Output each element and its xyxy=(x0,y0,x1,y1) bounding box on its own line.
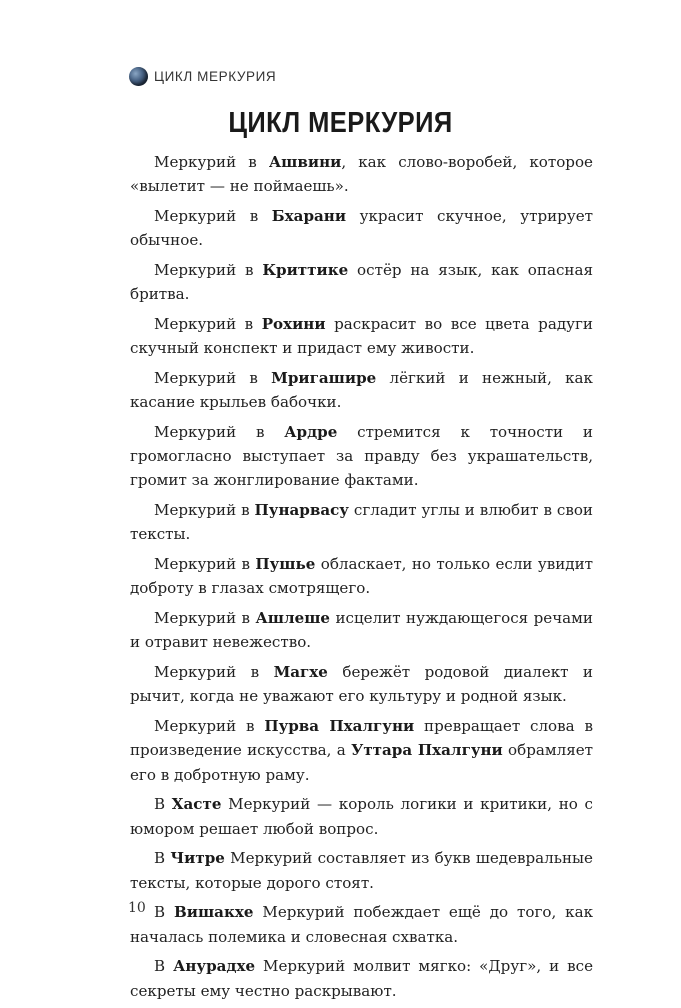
nakshatra-name: Ашлеше xyxy=(255,609,331,628)
chapter-title: ЦИКЛ МЕРКУРИЯ xyxy=(228,107,453,139)
page-number: 10 xyxy=(128,900,146,916)
paragraph: Меркурий в Ардре стремится к точности и громогласно выступает за правду без украшательств, громит за жонглирование фактами. xyxy=(130,423,593,490)
paragraph: В Вишакхе Меркурий побеждает ещё до того, как началась полемика и словесная схватка. xyxy=(130,903,594,946)
text-body xyxy=(130,150,593,1008)
paragraph: Меркурий в Ашвини, как слово-воробей, которое «вылетит — не поймаешь». xyxy=(130,153,593,196)
nakshatra-name: Ашвини xyxy=(268,153,342,171)
running-header-text: ЦИКЛ МЕРКУРИЯ xyxy=(154,69,277,84)
running-header xyxy=(129,67,276,86)
nakshatra-name: Бхарани xyxy=(271,207,347,225)
nakshatra-name: Рохини xyxy=(261,315,326,333)
nakshatra-name: Пунарвасу xyxy=(254,501,349,520)
paragraph: Меркурий в Пушье обласкает, но только если увидит доброту в глазах смотрящего. xyxy=(130,555,593,598)
paragraph: Меркурий в Магхе бережёт родовой диалект и рычит, когда не уважают его культуру и родной язык. xyxy=(130,663,593,706)
nakshatra-name: Анурадхе xyxy=(173,957,256,976)
paragraph: Меркурий в Ашлеше исцелит нуждающегося речами и отравит невежество. xyxy=(130,609,593,652)
paragraph: В Анурадхе Меркурий молвит мягко: «Друг», и все секреты ему честно раскрывают. xyxy=(130,957,594,1000)
nakshatra-name: Мригашире xyxy=(271,369,377,387)
paragraph: В Читре Меркурий составляет из букв шедевральные тексты, которые дорого стоят. xyxy=(130,849,593,892)
paragraph: Меркурий в Пунарвасу сгладит углы и влюбит в свои тексты. xyxy=(130,501,593,544)
paragraph: Меркурий в Мригашире лёгкий и нежный, как касание крыльев бабочки. xyxy=(130,369,593,412)
paragraph: Меркурий в Бхарани украсит скучное, утрирует обычное. xyxy=(130,207,593,250)
paragraph: В Хасте Меркурий — король логики и критики, но с юмором решает любой вопрос. xyxy=(130,795,593,838)
nakshatra-name: Криттике xyxy=(262,261,349,279)
nakshatra-name: Уттара Пхалгуни xyxy=(351,741,503,760)
nakshatra-name: Магхе xyxy=(273,663,328,682)
paragraph: Меркурий в Пурва Пхалгуни превращает слова в произведение искусства, а Уттара Пхалгуни обрамляет его в добротную раму. xyxy=(130,717,593,784)
nakshatra-name: Вишакхе xyxy=(174,903,254,922)
nakshatra-name: Пурва Пхалгуни xyxy=(264,717,415,736)
planet-icon xyxy=(129,67,148,86)
nakshatra-name: Хасте xyxy=(171,795,222,814)
nakshatra-name: Пушье xyxy=(255,555,316,574)
paragraph: Меркурий в Криттике остёр на язык, как опасная бритва. xyxy=(130,261,593,304)
nakshatra-name: Читре xyxy=(170,849,225,868)
paragraph: Меркурий в Рохини раскрасит во все цвета радуги скучный конспект и придаст ему живости. xyxy=(130,315,593,358)
nakshatra-name: Ардре xyxy=(284,423,338,441)
